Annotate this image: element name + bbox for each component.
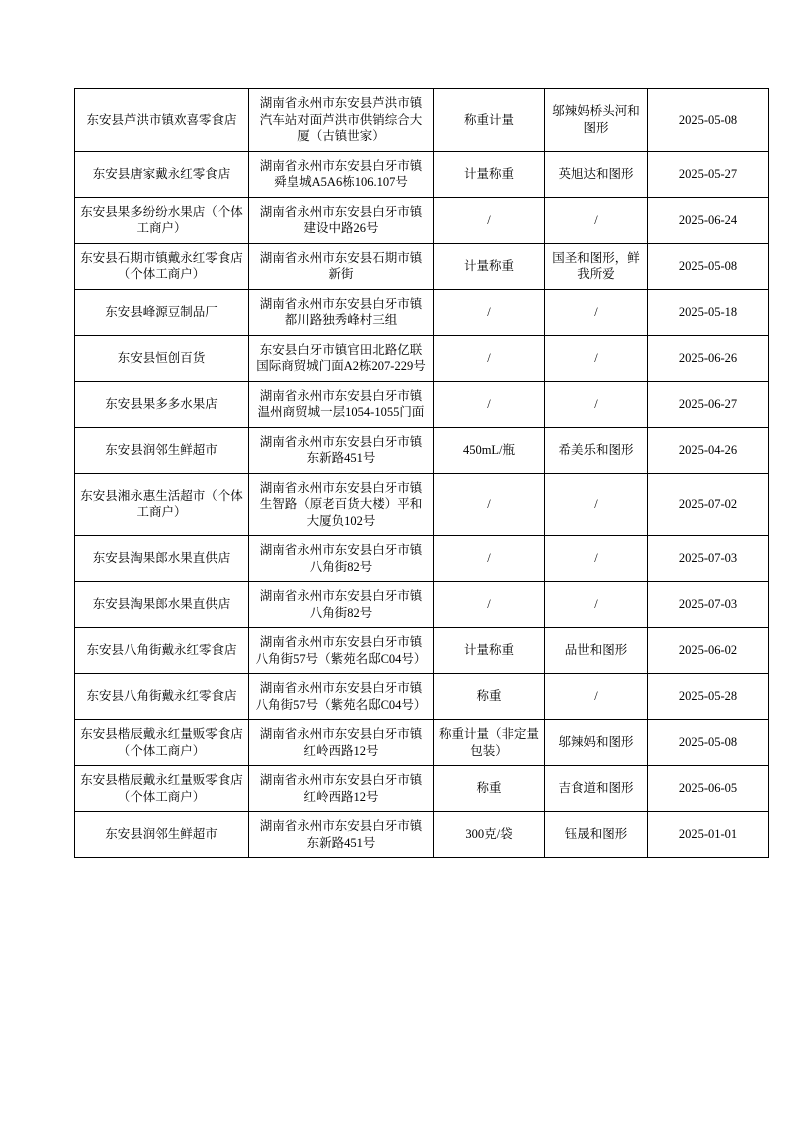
table-row [75, 289, 769, 335]
cell-brand: / [545, 582, 648, 628]
cell-business-name: 东安县果多纷纷水果店（个体工商户） [75, 197, 249, 243]
cell-brand: 品世和图形 [545, 628, 648, 674]
cell-brand: / [545, 289, 648, 335]
table-row [75, 381, 769, 427]
cell-date: 2025-06-05 [648, 766, 769, 812]
cell-date: 2025-05-08 [648, 89, 769, 152]
cell-date: 2025-07-03 [648, 536, 769, 582]
cell-date: 2025-04-26 [648, 427, 769, 473]
cell-business-name: 东安县八角街戴永红零食店 [75, 674, 249, 720]
cell-date: 2025-05-18 [648, 289, 769, 335]
cell-address: 湖南省永州市东安县芦洪市镇汽车站对面芦洪市供销综合大厦（古镇世家） [249, 89, 434, 152]
cell-date: 2025-05-08 [648, 720, 769, 766]
cell-address: 湖南省永州市东安县白牙市镇八角街82号 [249, 582, 434, 628]
cell-business-name: 东安县八角街戴永红零食店 [75, 628, 249, 674]
cell-specification: 称重计量 [434, 89, 545, 152]
inspection-records-table [74, 88, 769, 858]
cell-date: 2025-06-26 [648, 335, 769, 381]
cell-date: 2025-06-02 [648, 628, 769, 674]
cell-business-name: 东安县淘果郎水果直供店 [75, 536, 249, 582]
cell-business-name: 东安县淘果郎水果直供店 [75, 582, 249, 628]
cell-brand: / [545, 473, 648, 536]
cell-date: 2025-05-08 [648, 243, 769, 289]
table-row [75, 812, 769, 858]
cell-business-name: 东安县湘永惠生活超市（个体工商户） [75, 473, 249, 536]
cell-date: 2025-07-03 [648, 582, 769, 628]
cell-address: 湖南省永州市东安县白牙市镇红岭西路12号 [249, 766, 434, 812]
cell-address: 湖南省永州市东安县白牙市镇都川路独秀峰村三组 [249, 289, 434, 335]
cell-date: 2025-06-27 [648, 381, 769, 427]
cell-date: 2025-07-02 [648, 473, 769, 536]
cell-date: 2025-01-01 [648, 812, 769, 858]
cell-specification: 计量称重 [434, 628, 545, 674]
table-row [75, 473, 769, 536]
cell-specification: 计量称重 [434, 151, 545, 197]
cell-specification: / [434, 289, 545, 335]
cell-specification: / [434, 536, 545, 582]
table-row [75, 243, 769, 289]
cell-business-name: 东安县润邻生鲜超市 [75, 812, 249, 858]
cell-address: 湖南省永州市东安县白牙市镇红岭西路12号 [249, 720, 434, 766]
table-body [75, 89, 769, 858]
cell-specification: / [434, 582, 545, 628]
cell-business-name: 东安县润邻生鲜超市 [75, 427, 249, 473]
cell-specification: 450mL/瓶 [434, 427, 545, 473]
table-row [75, 89, 769, 152]
table-row [75, 536, 769, 582]
cell-address: 湖南省永州市东安县白牙市镇舜皇城A5A6栋106.107号 [249, 151, 434, 197]
cell-date: 2025-06-24 [648, 197, 769, 243]
cell-address: 湖南省永州市东安县白牙市镇八角街57号（紫苑名邸C04号） [249, 628, 434, 674]
table-row [75, 628, 769, 674]
cell-business-name: 东安县恒创百货 [75, 335, 249, 381]
cell-brand: 邬辣妈和图形 [545, 720, 648, 766]
cell-specification: 300克/袋 [434, 812, 545, 858]
table-row [75, 197, 769, 243]
cell-address: 湖南省永州市东安县白牙市镇八角街57号（紫苑名邸C04号） [249, 674, 434, 720]
cell-address: 湖南省永州市东安县白牙市镇东新路451号 [249, 812, 434, 858]
cell-brand: 英旭达和图形 [545, 151, 648, 197]
cell-specification: 计量称重 [434, 243, 545, 289]
cell-specification: / [434, 335, 545, 381]
cell-brand: / [545, 381, 648, 427]
cell-address: 东安县白牙市镇官田北路亿联国际商贸城门面A2栋207-229号 [249, 335, 434, 381]
table-row [75, 427, 769, 473]
table-row [75, 335, 769, 381]
table-row [75, 582, 769, 628]
cell-business-name: 东安县果多多水果店 [75, 381, 249, 427]
cell-business-name: 东安县峰源豆制品厂 [75, 289, 249, 335]
cell-date: 2025-05-27 [648, 151, 769, 197]
cell-business-name: 东安县唐家戴永红零食店 [75, 151, 249, 197]
table-row [75, 151, 769, 197]
cell-specification: / [434, 473, 545, 536]
cell-address: 湖南省永州市东安县白牙市镇建设中路26号 [249, 197, 434, 243]
cell-address: 湖南省永州市东安县白牙市镇八角街82号 [249, 536, 434, 582]
cell-brand: 国圣和图形，鲜我所爱 [545, 243, 648, 289]
cell-business-name: 东安县楷辰戴永红量贩零食店（个体工商户） [75, 766, 249, 812]
cell-date: 2025-05-28 [648, 674, 769, 720]
cell-address: 湖南省永州市东安县白牙市镇温州商贸城一层1054-1055门面 [249, 381, 434, 427]
cell-specification: 称重计量（非定量包装） [434, 720, 545, 766]
cell-brand: / [545, 335, 648, 381]
cell-specification: / [434, 381, 545, 427]
cell-address: 湖南省永州市东安县石期市镇新街 [249, 243, 434, 289]
cell-brand: / [545, 536, 648, 582]
cell-brand: 钰晟和图形 [545, 812, 648, 858]
cell-business-name: 东安县石期市镇戴永红零食店（个体工商户） [75, 243, 249, 289]
table-row [75, 674, 769, 720]
cell-brand: 吉食道和图形 [545, 766, 648, 812]
cell-business-name: 东安县楷辰戴永红量贩零食店（个体工商户） [75, 720, 249, 766]
cell-specification: 称重 [434, 674, 545, 720]
cell-specification: 称重 [434, 766, 545, 812]
cell-brand: / [545, 674, 648, 720]
cell-brand: 希美乐和图形 [545, 427, 648, 473]
cell-specification: / [434, 197, 545, 243]
cell-brand: 邬辣妈桥头河和图形 [545, 89, 648, 152]
table-row [75, 766, 769, 812]
cell-address: 湖南省永州市东安县白牙市镇东新路451号 [249, 427, 434, 473]
cell-address: 湖南省永州市东安县白牙市镇生智路（原老百货大楼）平和大厦负102号 [249, 473, 434, 536]
cell-brand: / [545, 197, 648, 243]
cell-business-name: 东安县芦洪市镇欢喜零食店 [75, 89, 249, 152]
table-row [75, 720, 769, 766]
